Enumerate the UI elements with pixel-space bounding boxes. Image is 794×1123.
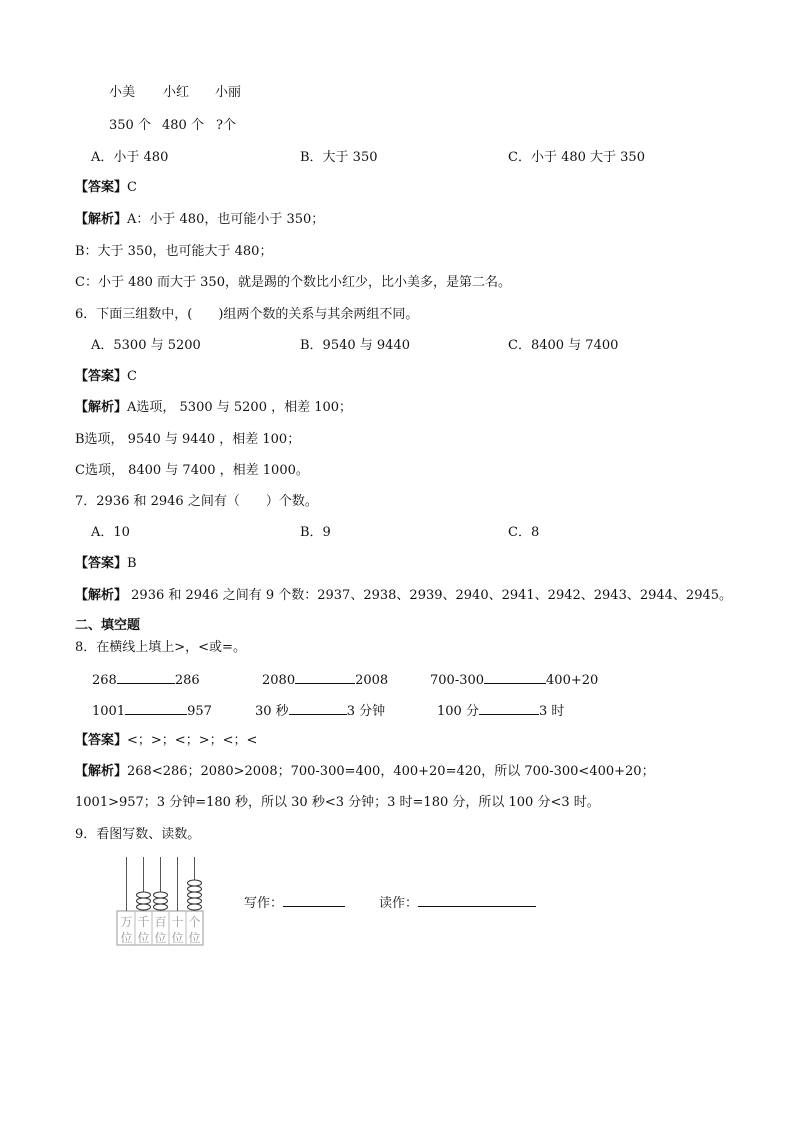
answer-value: C — [127, 180, 137, 195]
q6-option-a: A．5300 与 5200 — [91, 338, 201, 353]
q8-item-3 — [430, 670, 598, 690]
q9-read — [379, 893, 536, 913]
answer-blank[interactable] — [484, 670, 546, 684]
abacus-label-bottom: 位 — [137, 931, 150, 945]
abacus-bead — [154, 892, 168, 898]
q6-question: 6．下面三组数中，( )组两个数的关系与其余两组不同。 — [75, 307, 419, 322]
analysis-tag: 【解析】 — [75, 764, 128, 779]
write-blank[interactable] — [283, 893, 345, 907]
q8-right: 3 时 — [538, 704, 565, 719]
q5-name-3: 小丽 — [215, 85, 242, 100]
abacus-label-bottom: 位 — [154, 931, 167, 945]
analysis-text: A：小于 480，也可能小于 350； — [127, 212, 325, 227]
answer-tag: 【答案】 — [75, 369, 128, 384]
q5-option-b: B．大于 350 — [300, 150, 378, 165]
abacus-label-top: 百 — [154, 915, 167, 929]
abacus-label-top: 千 — [137, 915, 150, 929]
abacus-bead — [137, 904, 151, 910]
q5-analysis-1 — [75, 211, 324, 229]
q9-write — [244, 893, 345, 913]
answer-blank[interactable] — [295, 670, 355, 684]
q8-right: 400+20 — [546, 673, 599, 688]
read-label: 读作： — [379, 896, 419, 911]
q8-right: 286 — [174, 673, 200, 688]
q5-count-2: 480 个 — [162, 118, 204, 133]
q8-right: 2008 — [355, 673, 389, 688]
q8-item-6 — [437, 701, 564, 721]
answer-blank[interactable] — [289, 701, 347, 715]
q5-analysis-3: C：小于 480 而大于 350，就是踢的个数比小红少，比小美多，是第二名。 — [75, 275, 511, 290]
q8-item-1 — [92, 670, 200, 690]
answer-blank[interactable] — [117, 670, 175, 684]
q5-name-2: 小红 — [163, 85, 190, 100]
analysis-text: 2936 和 2946 之间有 9 个数：2937、2938、2939、2940、2941、2942、2943、2944、2945。 — [127, 588, 733, 603]
abacus-label-top: 万 — [120, 915, 133, 929]
analysis-tag: 【解析】 — [75, 212, 128, 227]
q5-name-1: 小美 — [109, 85, 136, 100]
analysis-tag: 【解析】 — [75, 400, 128, 415]
abacus-bead — [188, 886, 202, 892]
q8-left: 2080 — [262, 673, 296, 688]
q6-option-b: B．9540 与 9440 — [300, 338, 410, 353]
q5-answer — [75, 179, 137, 197]
q8-question: 8．在横线上填上>，<或=。 — [75, 640, 246, 655]
q8-item-2 — [262, 670, 388, 690]
answer-blank[interactable] — [125, 701, 187, 715]
q7-answer — [75, 555, 137, 573]
q7-option-a: A．10 — [91, 525, 130, 540]
abacus-bead — [188, 892, 202, 898]
abacus-bead — [137, 898, 151, 904]
abacus-bead — [154, 904, 168, 910]
answer-tag: 【答案】 — [75, 556, 128, 571]
q6-answer — [75, 368, 137, 386]
write-label: 写作： — [244, 896, 284, 911]
q5-option-c: C．小于 480 大于 350 — [508, 150, 645, 165]
abacus-label-bottom: 位 — [188, 931, 201, 945]
abacus-label-top: 十 — [171, 915, 184, 929]
q6-analysis-1 — [75, 399, 352, 417]
q5-count-1: 350 个 — [109, 118, 151, 133]
q8-left: 268 — [92, 673, 117, 688]
q8-analysis-1 — [75, 763, 655, 781]
q5-analysis-2: B：大于 350，也可能大于 480； — [75, 244, 273, 259]
q6-option-c: C．8400 与 7400 — [508, 338, 619, 353]
abacus-bead — [188, 904, 202, 910]
section-title: 二、填空题 — [75, 618, 141, 633]
read-blank[interactable] — [418, 893, 536, 907]
q6-analysis-3: C选项， 8400 与 7400 ，相差 1000。 — [75, 463, 309, 478]
q8-analysis-2: 1001>957；3 分钟=180 秒，所以 30 秒<3 分钟；3 时=180 分，所以 100 分<3 时。 — [75, 795, 600, 810]
q7-question: 7．2936 和 2946 之间有（ ）个数。 — [75, 494, 318, 509]
q8-item-5 — [255, 701, 385, 721]
q8-right: 3 分钟 — [346, 704, 386, 719]
q6-analysis-2: B选项， 9540 与 9440 ，相差 100； — [75, 432, 301, 447]
abacus-label-bottom: 位 — [171, 931, 184, 945]
q7-analysis — [75, 587, 732, 605]
q9-question: 9．看图写数、读数。 — [75, 827, 201, 842]
q8-item-4 — [92, 701, 212, 721]
q8-answer — [75, 732, 257, 750]
analysis-tag: 【解析】 — [75, 588, 128, 603]
answer-tag: 【答案】 — [75, 180, 128, 195]
answer-tag: 【答案】 — [75, 733, 128, 748]
abacus-label-bottom: 位 — [120, 931, 133, 945]
abacus-bead — [188, 880, 202, 886]
q7-option-c: C．8 — [508, 525, 540, 540]
q8-right: 957 — [187, 704, 212, 719]
abacus-image — [114, 855, 204, 947]
q5-option-a: A．小于 480 — [91, 150, 169, 165]
answer-value: C — [127, 369, 137, 384]
abacus-label-top: 个 — [188, 915, 201, 929]
q5-count-3: ?个 — [216, 118, 236, 133]
q8-left: 100 分 — [437, 704, 479, 719]
q8-left: 1001 — [92, 704, 126, 719]
abacus-bead — [137, 892, 151, 898]
analysis-text: A选项， 5300 与 5200 ，相差 100； — [127, 400, 353, 415]
abacus-bead — [188, 898, 202, 904]
q7-option-b: B．9 — [300, 525, 331, 540]
analysis-text: 268<286；2080>2008；700-300=400，400+20=420，所以 700-300<400+20； — [127, 764, 655, 779]
q8-left: 30 秒 — [255, 704, 289, 719]
answer-value: <；>；<；>；<；< — [127, 733, 258, 748]
q8-left: 700-300 — [430, 673, 485, 688]
answer-value: B — [127, 556, 137, 571]
abacus-bead — [154, 898, 168, 904]
answer-blank[interactable] — [479, 701, 539, 715]
